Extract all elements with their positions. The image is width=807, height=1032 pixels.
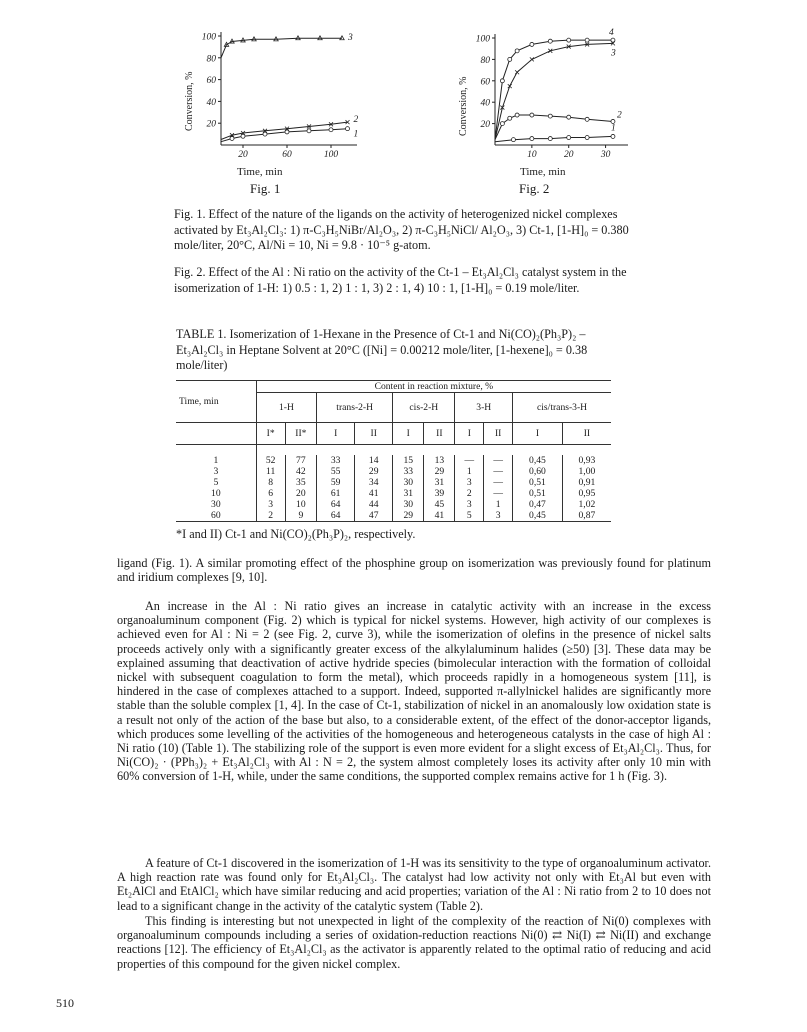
data-point bbox=[241, 134, 245, 138]
table-cell: 20 bbox=[285, 488, 317, 499]
series-line-4 bbox=[495, 40, 613, 140]
table-cell: 10 bbox=[285, 499, 317, 510]
series-line-3 bbox=[495, 43, 613, 139]
table-row bbox=[176, 488, 611, 499]
table-cell: 5 bbox=[455, 510, 484, 522]
body-paragraph-2: An increase in the Al : Ni ratio gives an increase in catalytic activity with an increase in the excess organoaluminum component (Fig. 2) which is typical for nickel systems. However, high activity of our complexes is achieved even for Al : Ni = 2 (see Fig. 2, curve 3), while the isomerization of olefins in the presence of nickel salts proceeds actively only with a significantly greater excess of the alkylaluminum halides (≥50) [3]. These data may be explained assuming that deactivation of active hydride species (bimolecular interaction with the formation of colloidal nickel with subsequent coagulation to form the metal), which proceeds rapidly in a homogeneous system [11], is hindered in the case of complexes attached to a support. Indeed, supported π-allylnickel halides are significantly more stable than the soluble complex [1, 4]. In the case of Ct-1, stabilization of nickel in an anomalously low oxidation state is a result not only of the action of the base but also, to a considerable extent, of the effect of the donor-acceptor ligands, which produces some levelling of the activities of the homogeneous and heterogeneous catalysts in the case of high Al : Ni ratio (10) (Table 1). The stabilizing role of the support is even more evident for a slight excess of Et₃Al₂Cl₃. Thus, for Ni(CO)₂ · (PPh₃)₂ + Et₃Al₂Cl₃ with Al : N = 2, the system almost completely loses its activity after only 10 min with 60% conversion of 1-H, while, under the same conditions, the supported complex remains active for 1 h (Fig. 3). bbox=[117, 599, 711, 784]
data-point bbox=[285, 130, 289, 134]
curve-label-1: 1 bbox=[353, 129, 359, 140]
table1-subheader: I* bbox=[256, 423, 285, 445]
table-cell: 39 bbox=[424, 488, 455, 499]
table-cell: 30 bbox=[393, 477, 424, 488]
table-cell: 0,45 bbox=[513, 455, 563, 466]
data-point bbox=[585, 136, 589, 140]
table1-super-header: Content in reaction mixture, % bbox=[256, 381, 611, 393]
x-tick-label: 20 bbox=[238, 150, 248, 160]
x-tick-label: 10 bbox=[527, 150, 537, 160]
table1-subheader: I bbox=[317, 423, 355, 445]
curve-label-4: 4 bbox=[608, 28, 614, 39]
table-cell: 33 bbox=[393, 466, 424, 477]
table1-footnote: *I and II) Ct-1 and Ni(CO)₂(Ph₃P)₂, respectively. bbox=[176, 527, 416, 541]
table-cell: 47 bbox=[355, 510, 393, 522]
body-paragraph-4: This finding is interesting but not unexpected in light of the complexity of the reaction of Ni(0) complexes with organoaluminum compounds including a series of oxidation-reduction reactions Ni(0) ⇄ Ni(I) ⇄ Ni(II) and exchange reactions [12]. The efficiency of Et₃Al₂Cl₃ as the activator is apparently related to the optimal ratio of reducing and acid properties of this compound for the given nickel complex. bbox=[117, 914, 711, 971]
y-tick-label: 60 bbox=[206, 76, 216, 87]
data-point bbox=[567, 115, 571, 119]
table-cell: 11 bbox=[256, 466, 285, 477]
curve-label-3: 3 bbox=[610, 48, 616, 59]
series-line-1 bbox=[221, 129, 348, 142]
data-point bbox=[508, 116, 512, 120]
data-point bbox=[530, 42, 534, 46]
table-cell: 64 bbox=[317, 499, 355, 510]
body-paragraph-3: A feature of Ct-1 discovered in the isomerization of 1-H was its sensitivity to the type of organoaluminum activator. A high reaction rate was found only for Et₃Al₂Cl₃. The catalyst had low activity not only with Et₃Al but even with Et₂AlCl and EtAlCl₂ which have similar reducing and acid properties; variation of the Al : Ni ratio from 2 to 10 does not lead to a significant change in the activity of the catalytic system (Table 2). bbox=[117, 856, 711, 913]
fig2-caption: Fig. 2. Effect of the Al : Ni ratio on the activity of the Ct-1 – Et₃Al₂Cl₃ catalyst system in the isomerization of 1-H: 1) 0.5 : 1, 2) 1 : 1, 3) 2 : 1, 4) 10 : 1, [1-H]₀ = 0.19 mole/liter. bbox=[174, 265, 627, 295]
data-point bbox=[515, 70, 519, 74]
table1-subheader: I bbox=[393, 423, 424, 445]
table-cell: 35 bbox=[285, 477, 317, 488]
table-cell: 0,87 bbox=[562, 510, 611, 522]
series-line-2 bbox=[495, 115, 613, 140]
y-tick-label: 100 bbox=[475, 34, 490, 45]
data-point bbox=[500, 79, 504, 83]
fig1-label: Fig. 1 bbox=[250, 181, 281, 196]
table-cell: 30 bbox=[393, 499, 424, 510]
table-row bbox=[176, 466, 611, 477]
data-point bbox=[508, 57, 512, 61]
table-cell-time: 60 bbox=[211, 509, 221, 521]
table1-time-header: Time, min bbox=[179, 396, 219, 407]
y-tick-label: 80 bbox=[206, 54, 216, 65]
table-row bbox=[176, 499, 611, 510]
table-cell: — bbox=[484, 455, 513, 466]
data-point bbox=[515, 113, 519, 117]
data-point bbox=[567, 136, 571, 140]
fig1-caption: Fig. 1. Effect of the nature of the ligands on the activity of heterogenized nickel complexes activated by Et₃Al₂Cl₃: 1) π-C₃H₅NiBr/Al₂O₃, 2) π-C₃H₅NiCl/ Al₂O₃, 3) Ct-1, [1-H]₀ = 0.380 mole/liter, 20°C, Al/Ni = 10, Ni = 9.8 · 10⁻⁵ g-atom. bbox=[174, 207, 629, 252]
x-tick-label: 60 bbox=[282, 150, 292, 160]
table-cell: 0,47 bbox=[513, 499, 563, 510]
x-tick-label: 30 bbox=[600, 150, 611, 160]
y-tick-label: 60 bbox=[480, 77, 490, 88]
table-cell: 64 bbox=[317, 510, 355, 522]
page-number: 510 bbox=[56, 996, 74, 1010]
table-cell: 14 bbox=[355, 455, 393, 466]
table1-subheader: II bbox=[484, 423, 513, 445]
table-cell: 29 bbox=[424, 466, 455, 477]
data-point bbox=[263, 132, 267, 136]
y-tick-label: 40 bbox=[480, 98, 490, 109]
table-row bbox=[176, 510, 611, 522]
table-cell: 31 bbox=[424, 477, 455, 488]
data-point bbox=[346, 127, 350, 131]
table-cell: — bbox=[455, 455, 484, 466]
table-cell: 3 bbox=[455, 499, 484, 510]
data-point bbox=[307, 129, 311, 133]
data-point bbox=[515, 49, 519, 53]
table-cell: 6 bbox=[256, 488, 285, 499]
table-cell: 1,02 bbox=[562, 499, 611, 510]
figure-2-chart bbox=[452, 26, 652, 191]
table-cell: 34 bbox=[355, 477, 393, 488]
data-point bbox=[611, 134, 615, 138]
data-point bbox=[585, 117, 589, 121]
table-cell: 15 bbox=[393, 455, 424, 466]
table-cell: 42 bbox=[285, 466, 317, 477]
data-point bbox=[548, 137, 552, 141]
curve-label-3: 3 bbox=[348, 33, 353, 44]
y-tick-label: 20 bbox=[206, 119, 216, 130]
table-cell-time: 5 bbox=[213, 476, 219, 488]
table-cell: 31 bbox=[393, 488, 424, 499]
table-cell: 29 bbox=[393, 510, 424, 522]
table1-subheader: II bbox=[424, 423, 455, 445]
curve-label-2: 2 bbox=[616, 110, 622, 121]
body-paragraph-1: ligand (Fig. 1). A similar promoting effect of the phosphine group on isomerization was previously found for platinum and iridium complexes [9, 10]. bbox=[117, 556, 711, 585]
data-point bbox=[567, 38, 571, 42]
y-tick-label: 20 bbox=[480, 120, 490, 131]
table-cell: 77 bbox=[285, 455, 317, 466]
table1 bbox=[176, 380, 611, 522]
table-cell: 2 bbox=[455, 488, 484, 499]
data-point bbox=[548, 114, 552, 118]
data-point bbox=[329, 128, 333, 132]
table-row bbox=[176, 455, 611, 466]
table-cell: 0,93 bbox=[562, 455, 611, 466]
y-tick-label: 80 bbox=[480, 55, 490, 66]
table-cell: 33 bbox=[317, 455, 355, 466]
fig2-ylabel: Conversion, % bbox=[458, 76, 469, 136]
table-cell: 8 bbox=[256, 477, 285, 488]
fig1-xlabel: Time, min bbox=[237, 166, 283, 178]
table-cell: 55 bbox=[317, 466, 355, 477]
x-tick-label: 100 bbox=[323, 150, 339, 160]
data-point bbox=[508, 84, 512, 88]
table-cell-time: 30 bbox=[211, 498, 221, 510]
table1-group-header: trans-2-H bbox=[317, 393, 393, 423]
table1-group-header: cis/trans-3-H bbox=[513, 393, 611, 423]
table-cell: 3 bbox=[256, 499, 285, 510]
table1-subheader: II bbox=[562, 423, 611, 445]
table-cell-time: 1 bbox=[213, 454, 219, 466]
table1-group-header: cis-2-H bbox=[393, 393, 455, 423]
y-tick-label: 100 bbox=[201, 32, 216, 43]
curve-label-1: 1 bbox=[610, 123, 616, 134]
x-tick-label: 20 bbox=[563, 150, 574, 160]
y-tick-label: 40 bbox=[206, 97, 216, 108]
table1-subheader: I bbox=[513, 423, 563, 445]
table-cell: 45 bbox=[424, 499, 455, 510]
table-cell: 52 bbox=[256, 455, 285, 466]
data-point bbox=[500, 122, 504, 126]
table-cell: 29 bbox=[355, 466, 393, 477]
table-cell-time: 10 bbox=[211, 487, 221, 499]
curve-label-2: 2 bbox=[353, 115, 359, 126]
table-cell: 44 bbox=[355, 499, 393, 510]
table-cell: 41 bbox=[424, 510, 455, 522]
figure-1-chart bbox=[175, 26, 375, 191]
data-point bbox=[530, 57, 534, 61]
table1-title: TABLE 1. Isomerization of 1-Hexane in the Presence of Ct-1 and Ni(CO)₂(Ph₃P)₂ – Et₃Al₂Cl₃ in Heptane Solvent at 20°C ([Ni] = 0.00212 mole/liter, [1-hexene]₀ = 0.38 mole/liter) bbox=[176, 327, 588, 372]
fig2-label: Fig. 2 bbox=[519, 181, 550, 196]
data-point bbox=[530, 137, 534, 141]
table1-group-header: 3-H bbox=[455, 393, 513, 423]
table-cell-time: 3 bbox=[213, 465, 219, 477]
table-cell: 3 bbox=[455, 477, 484, 488]
table-cell: 0,60 bbox=[513, 466, 563, 477]
table-cell: 1 bbox=[484, 499, 513, 510]
table1-group-header: 1-H bbox=[256, 393, 316, 423]
table-cell: 0,45 bbox=[513, 510, 563, 522]
table-row bbox=[176, 477, 611, 488]
table-cell: 9 bbox=[285, 510, 317, 522]
table-cell: 1,00 bbox=[562, 466, 611, 477]
data-point bbox=[230, 136, 234, 140]
fig1-ylabel: Conversion, % bbox=[184, 71, 195, 131]
table-cell: 61 bbox=[317, 488, 355, 499]
table-cell: 0,91 bbox=[562, 477, 611, 488]
table-cell: — bbox=[484, 466, 513, 477]
fig2-xlabel: Time, min bbox=[520, 166, 566, 178]
table-cell: — bbox=[484, 488, 513, 499]
table-cell: 59 bbox=[317, 477, 355, 488]
data-point bbox=[511, 138, 515, 142]
table-cell: — bbox=[484, 477, 513, 488]
table-cell: 2 bbox=[256, 510, 285, 522]
table-cell: 0,95 bbox=[562, 488, 611, 499]
table1-subheader: I bbox=[455, 423, 484, 445]
data-point bbox=[530, 113, 534, 117]
data-point bbox=[585, 38, 589, 42]
table-cell: 13 bbox=[424, 455, 455, 466]
data-point bbox=[548, 39, 552, 43]
table1-subheader: II* bbox=[285, 423, 317, 445]
table-cell: 0,51 bbox=[513, 488, 563, 499]
table-cell: 1 bbox=[455, 466, 484, 477]
table-cell: 3 bbox=[484, 510, 513, 522]
table-cell: 41 bbox=[355, 488, 393, 499]
table1-subheader: II bbox=[355, 423, 393, 445]
table-cell: 0,51 bbox=[513, 477, 563, 488]
series-line-3 bbox=[221, 38, 342, 58]
